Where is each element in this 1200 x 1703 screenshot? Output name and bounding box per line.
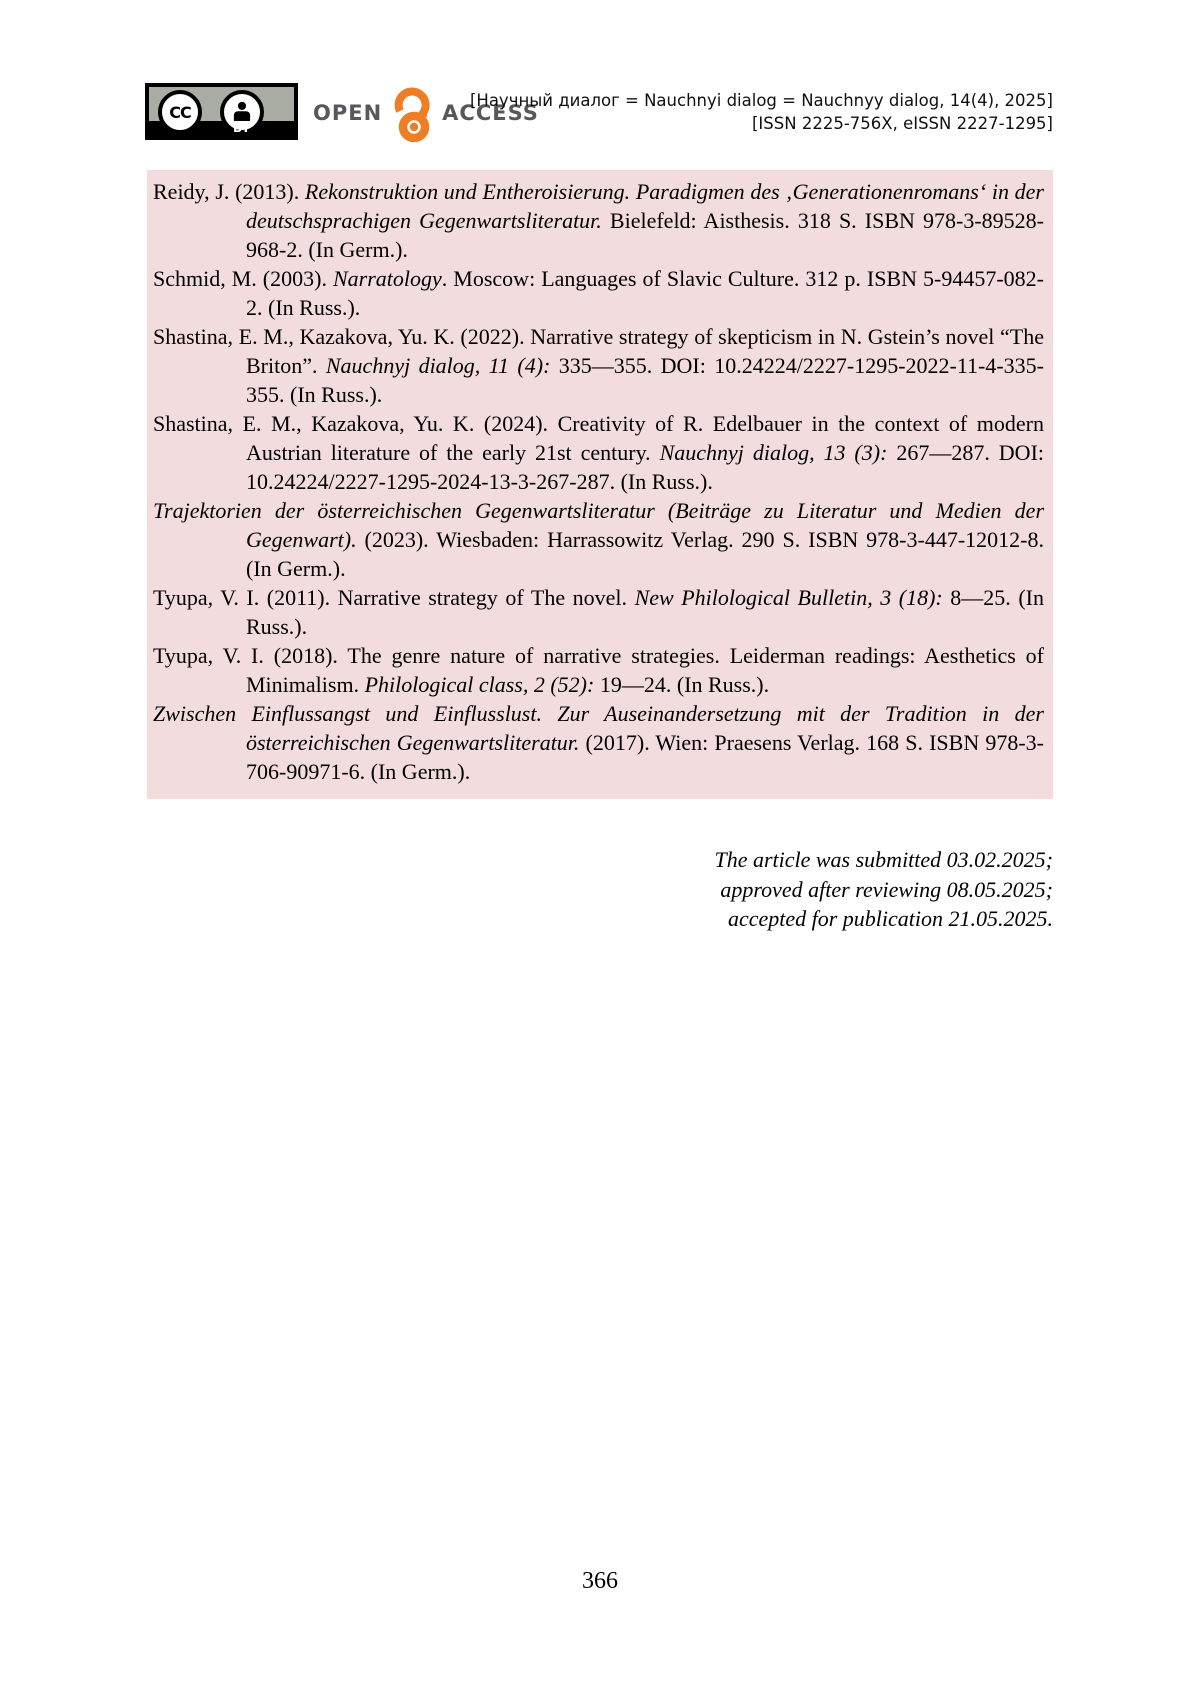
reference-italic-segment: Nauchnyj dialog, 13 (3): <box>659 440 888 465</box>
reference-entry <box>153 583 1044 641</box>
journal-title-line: [Научный диалог = Nauchnyi dialog = Nauchnyy dialog, 14(4), 2025] <box>469 91 1053 110</box>
cc-icon-label: CC <box>169 102 191 122</box>
reference-text-segment: Shastina, E. M., Kazakova, Yu. K. (2024). Creativity of R. Edelbauer in the context of modern Austrian literature of the early 21st century. <box>153 411 1044 465</box>
reference-text-segment: Tyupa, V. I. (2011). Narrative strategy of The novel. <box>153 585 635 610</box>
submission-accepted-line: accepted for publication 21.05.2025. <box>727 906 1053 931</box>
submission-note <box>714 845 1053 934</box>
reference-entry <box>153 322 1044 409</box>
open-access-open-label: OPEN <box>313 101 383 125</box>
reference-text-segment: Shastina, E. M., Kazakova, Yu. K. (2022). Narrative strategy of skepticism in N. Gstein’s novel “The Briton”. <box>153 324 1044 378</box>
cc-by-badge <box>145 83 298 140</box>
cc-icon <box>158 90 202 134</box>
submission-submitted-line: The article was submitted 03.02.2025; <box>714 847 1053 872</box>
submission-approved-line: approved after reviewing 08.05.2025; <box>720 876 1053 902</box>
reference-text-segment: (2023). Wiesbaden: Harrassowitz Verlag. 290 S. ISBN 978-3-447-12012-8. (In Germ.). <box>246 527 1044 581</box>
reference-italic-segment: Zwischen Einflussangst und Einflusslust. Zur Auseinandersetzung mit der Tradition in der österreichischen Gegenwartsliteratur. <box>153 701 1044 755</box>
reference-text-segment: (2017). Wien: Praesens Verlag. 168 S. ISBN 978-3-706-90971-6. (In Germ.). <box>246 730 1044 784</box>
reference-entry <box>153 177 1044 264</box>
reference-italic-segment: Rekonstruktion und Entheroisierung. Paradigmen des ‚Generationenromans‘ in der deutschsprachigen Gegenwartsliteratur. <box>246 179 1044 233</box>
reference-text-segment: 19—24. (In Russ.). <box>594 672 770 697</box>
reference-text-segment: 8—25. (In Russ.). <box>246 585 1045 639</box>
reference-text-segment: . Moscow: Languages of Slavic Culture. 312 p. ISBN 5-94457-082-2. (In Russ.). <box>246 266 1044 320</box>
reference-text-segment: 267—287. DOI: 10.24224/2227-1295-2024-13-3-267-287. (In Russ.). <box>246 440 1045 494</box>
open-access-access-label: ACCESS <box>442 101 539 125</box>
reference-text-segment: Schmid, M. (2003). <box>153 266 333 291</box>
references-list <box>147 170 1053 799</box>
reference-italic-segment: New Philological Bulletin, 3 (18): <box>634 585 943 610</box>
reference-italic-segment: Trajektorien der österreichischen Gegenwartsliteratur (Beiträge zu Literatur und Medien der Gegenwart). <box>153 498 1044 552</box>
reference-italic-segment: Narratology <box>332 266 442 291</box>
journal-issn-line: [ISSN 2225-756X, eISSN 2227-1295] <box>752 114 1053 133</box>
reference-entry <box>153 699 1044 786</box>
reference-entry <box>153 641 1044 699</box>
reference-entry <box>153 496 1044 583</box>
cc-by-label: BY <box>233 121 251 135</box>
journal-header <box>333 89 1053 135</box>
page-number: 366 <box>582 1568 618 1594</box>
reference-entry <box>153 264 1044 322</box>
reference-italic-segment: Nauchnyj dialog, 11 (4): <box>325 353 551 378</box>
reference-text-segment: 335—355. DOI: 10.24224/2227-1295-2022-11-4-335-355. (In Russ.). <box>246 353 1045 407</box>
reference-text-segment: Bielefeld: Aisthesis. 318 S. ISBN 978-3-89528-968-2. (In Germ.). <box>246 208 1044 262</box>
reference-text-segment: Reidy, J. (2013). <box>153 179 305 204</box>
reference-italic-segment: Philological class, 2 (52): <box>364 672 595 697</box>
reference-text-segment: Tyupa, V. I. (2018). The genre nature of narrative strategies. Leiderman readings: Aesthetics of Minimalism. <box>153 643 1044 697</box>
reference-entry <box>153 409 1044 496</box>
